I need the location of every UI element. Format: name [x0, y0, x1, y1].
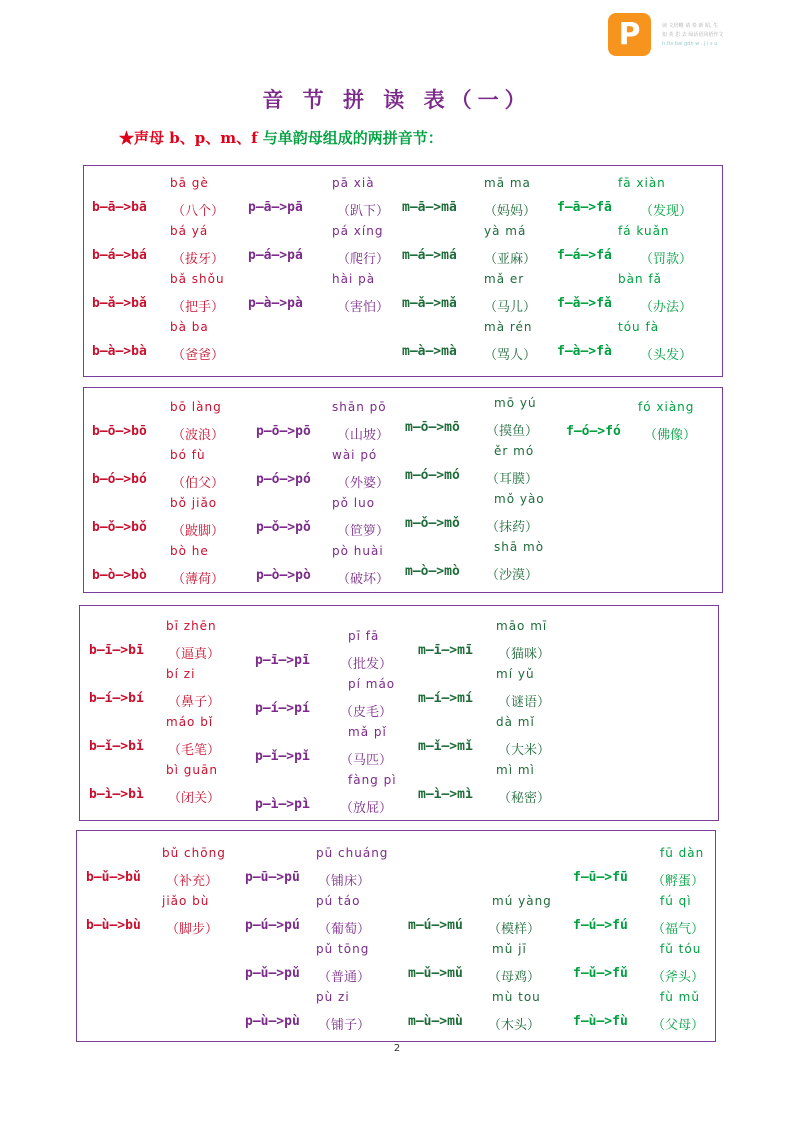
- spelling-formula: b—ò—>bò: [92, 568, 147, 583]
- pinyin-word: bò he: [170, 544, 209, 558]
- spelling-formula: f—ā—>fā: [557, 200, 612, 215]
- spelling-formula: m—ī—>mī: [418, 643, 473, 658]
- spelling-formula: m—ì—>mì: [418, 787, 473, 802]
- pinyin-word: mǎ er: [484, 272, 525, 286]
- chinese-word: （波浪）: [172, 428, 225, 443]
- pinyin-word: mú yàng: [492, 894, 552, 908]
- spelling-formula: b—ō—>bō: [92, 424, 147, 439]
- chinese-word: （逼真）: [168, 647, 221, 662]
- spelling-formula: m—ú—>mú: [408, 918, 463, 933]
- spelling-formula: f—ó—>fó: [566, 424, 621, 439]
- spelling-formula: m—ǔ—>mǔ: [408, 966, 463, 981]
- pinyin-word: pī fā: [348, 629, 380, 643]
- spelling-formula: m—ó—>mó: [405, 468, 460, 483]
- chinese-word: （普通）: [318, 970, 371, 985]
- pinyin-word: mù tou: [492, 990, 541, 1004]
- chinese-word: （八个）: [172, 204, 225, 219]
- chinese-word: （福气）: [652, 922, 705, 937]
- spelling-formula: p—ū—>pū: [245, 870, 300, 885]
- chinese-word: （薄荷）: [172, 572, 225, 587]
- chinese-word: （害怕）: [337, 300, 390, 315]
- app-logo: P: [608, 13, 651, 56]
- pinyin-word: pú táo: [316, 894, 361, 908]
- chinese-word: （破坏）: [337, 572, 390, 587]
- chinese-word: （摸鱼）: [486, 424, 539, 439]
- chinese-word: （补充）: [166, 874, 219, 889]
- spelling-formula: m—ò—>mò: [405, 564, 460, 579]
- chinese-word: （趴下）: [337, 204, 390, 219]
- pinyin-word: bō làng: [170, 400, 222, 414]
- chinese-word: （办法）: [640, 300, 693, 315]
- pinyin-word: hài pà: [332, 272, 376, 286]
- spelling-formula: b—ī—>bī: [89, 643, 144, 658]
- spelling-formula: m—ǒ—>mǒ: [405, 516, 460, 531]
- spelling-formula: m—ǎ—>mǎ: [402, 296, 457, 311]
- logo-caption-line: 知 英 思 去 绿话语同梧作文: [662, 32, 724, 38]
- spelling-formula: f—ù—>fù: [573, 1014, 628, 1029]
- spelling-formula: b—á—>bá: [92, 248, 147, 263]
- chinese-word: （沙漠）: [486, 568, 539, 583]
- pinyin-word: fǔ tóu: [660, 942, 702, 956]
- pinyin-word: pā xià: [332, 176, 375, 190]
- pinyin-word: mǎ pǐ: [348, 725, 387, 739]
- pinyin-word: fàng pì: [348, 773, 397, 787]
- chinese-word: （铺子）: [318, 1018, 371, 1033]
- spelling-formula: p—ù—>pù: [245, 1014, 300, 1029]
- chinese-word: （鼻子）: [168, 695, 221, 710]
- chinese-word: （葡萄）: [318, 922, 371, 937]
- pinyin-word: ěr mó: [494, 444, 535, 458]
- chinese-word: （马儿）: [484, 300, 537, 315]
- chinese-word: （骂人）: [484, 348, 537, 363]
- chinese-word: （毛笔）: [168, 743, 221, 758]
- pinyin-word: jiǎo bù: [162, 894, 210, 908]
- chinese-word: （妈妈）: [484, 204, 537, 219]
- logo-caption: [662, 22, 782, 49]
- spelling-formula: b—ì—>bì: [89, 787, 144, 802]
- chinese-word: （外婆）: [337, 476, 390, 491]
- spelling-formula: m—ā—>mā: [402, 200, 457, 215]
- chinese-word: （放屁）: [340, 801, 393, 816]
- chinese-word: （猫咪）: [498, 647, 551, 662]
- pinyin-word: pù zi: [316, 990, 350, 1004]
- pinyin-word: bī zhēn: [166, 619, 217, 633]
- pinyin-word: mì mì: [496, 763, 535, 777]
- chinese-word: （母鸡）: [488, 970, 541, 985]
- pinyin-word: fá kuǎn: [618, 224, 670, 238]
- spelling-formula: f—à—>fà: [557, 344, 612, 359]
- chinese-word: （笸箩）: [337, 524, 390, 539]
- pinyin-word: pū chuáng: [316, 846, 389, 860]
- chinese-word: （发现）: [640, 204, 693, 219]
- pinyin-word: bǔ chōng: [162, 846, 226, 860]
- logo-caption-line: h tts bai gdn w . j i s u: [662, 41, 718, 47]
- chinese-word: （孵蛋）: [652, 874, 705, 889]
- pinyin-word: fù mǔ: [660, 990, 700, 1004]
- pinyin-word: bá yá: [170, 224, 209, 238]
- chinese-word: （抹药）: [486, 520, 539, 535]
- chinese-word: （把手）: [172, 300, 225, 315]
- pinyin-word: mà rén: [484, 320, 533, 334]
- pinyin-word: fū dàn: [660, 846, 705, 860]
- spelling-formula: m—í—>mí: [418, 691, 473, 706]
- pinyin-word: pǒ luo: [332, 496, 376, 510]
- spelling-formula: m—ǐ—>mǐ: [418, 739, 473, 754]
- spelling-formula: f—á—>fá: [557, 248, 612, 263]
- pinyin-word: dà mǐ: [496, 715, 535, 729]
- pinyin-word: bā gè: [170, 176, 209, 190]
- pinyin-word: bǒ jiǎo: [170, 496, 218, 510]
- spelling-formula: b—í—>bí: [89, 691, 144, 706]
- chinese-word: （谜语）: [498, 695, 551, 710]
- spelling-formula: m—ō—>mō: [405, 420, 460, 435]
- pinyin-word: bà ba: [170, 320, 209, 334]
- chinese-word: （伯父）: [172, 476, 225, 491]
- chinese-word: （头发）: [640, 348, 693, 363]
- chinese-word: （罚款）: [640, 252, 693, 267]
- pinyin-word: bǎ shǒu: [170, 272, 225, 286]
- spelling-formula: f—ǔ—>fǔ: [573, 966, 628, 981]
- spelling-formula: b—à—>bà: [92, 344, 147, 359]
- chinese-word: （跛脚）: [172, 524, 225, 539]
- chinese-word: （马匹）: [340, 753, 393, 768]
- chinese-word: （秘密）: [498, 791, 551, 806]
- spelling-formula: p—ǒ—>pǒ: [256, 520, 311, 535]
- chinese-word: （父母）: [652, 1018, 705, 1033]
- spelling-formula: p—ú—>pú: [245, 918, 300, 933]
- chinese-word: （闭关）: [168, 791, 221, 806]
- pinyin-word: fā xiàn: [618, 176, 666, 190]
- pinyin-word: bì guān: [166, 763, 218, 777]
- pinyin-word: yà má: [484, 224, 527, 238]
- pinyin-word: shā mò: [494, 540, 545, 554]
- spelling-formula: p—ō—>pō: [256, 424, 311, 439]
- chinese-word: （批发）: [340, 657, 393, 672]
- pinyin-word: fú qì: [660, 894, 692, 908]
- spelling-formula: p—á—>pá: [248, 248, 303, 263]
- star-icon: ★: [119, 129, 135, 147]
- spelling-formula: m—á—>má: [402, 248, 457, 263]
- pinyin-word: fó xiàng: [638, 400, 695, 414]
- logo-caption-line: 读 文培略 请 奏 新 昭, 生: [662, 23, 719, 29]
- section-subtitle: [119, 127, 443, 148]
- pinyin-word: mō yú: [494, 396, 537, 410]
- chinese-word: （拔牙）: [172, 252, 225, 267]
- spelling-formula: b—ā—>bā: [92, 200, 147, 215]
- spelling-formula: p—ò—>pò: [256, 568, 311, 583]
- pinyin-word: pò huài: [332, 544, 384, 558]
- chinese-word: （耳膜）: [486, 472, 539, 487]
- pinyin-word: bàn fǎ: [618, 272, 662, 286]
- spelling-formula: p—à—>pà: [248, 296, 303, 311]
- pinyin-word: pǔ tōng: [316, 942, 370, 956]
- page-number: 2: [393, 1043, 401, 1054]
- spelling-formula: f—ū—>fū: [573, 870, 628, 885]
- chinese-word: （斧头）: [652, 970, 705, 985]
- spelling-formula: b—ǐ—>bǐ: [89, 739, 144, 754]
- pinyin-word: wài pó: [332, 448, 378, 462]
- chinese-word: （山坡）: [337, 428, 390, 443]
- spelling-formula: p—ā—>pā: [248, 200, 303, 215]
- pinyin-word: pí máo: [348, 677, 396, 691]
- page-title: 音 节 拼 读 表（一）: [262, 87, 532, 112]
- pinyin-word: mí yǔ: [496, 667, 535, 681]
- spelling-formula: p—ǐ—>pǐ: [255, 749, 310, 764]
- chinese-word: （脚步）: [166, 922, 219, 937]
- spelling-formula: f—ú—>fú: [573, 918, 628, 933]
- chinese-word: （佛像）: [644, 428, 697, 443]
- spelling-formula: m—à—>mà: [402, 344, 457, 359]
- spelling-formula: b—ó—>bó: [92, 472, 147, 487]
- spelling-formula: p—ì—>pì: [255, 797, 310, 812]
- spelling-formula: p—í—>pí: [255, 701, 310, 716]
- spelling-formula: p—ó—>pó: [256, 472, 311, 487]
- subtitle-part-2: 与单韵母组成的两拼音节：: [262, 129, 443, 147]
- spelling-formula: b—ǎ—>bǎ: [92, 296, 147, 311]
- pinyin-word: máo bǐ: [166, 715, 214, 729]
- chinese-word: （木头）: [488, 1018, 541, 1033]
- pinyin-word: bí zi: [166, 667, 196, 681]
- subtitle-part-1: 声母 b、p、m、f: [134, 129, 263, 147]
- chinese-word: （皮毛）: [340, 705, 393, 720]
- spelling-formula: b—ǒ—>bǒ: [92, 520, 147, 535]
- pinyin-word: mā ma: [484, 176, 531, 190]
- chinese-word: （大米）: [498, 743, 551, 758]
- spelling-formula: m—ù—>mù: [408, 1014, 463, 1029]
- pinyin-word: pá xíng: [332, 224, 384, 238]
- pinyin-word: mǔ jī: [492, 942, 527, 956]
- chinese-word: （模样）: [488, 922, 541, 937]
- pinyin-word: bó fù: [170, 448, 206, 462]
- spelling-formula: p—ī—>pī: [255, 653, 310, 668]
- pinyin-word: māo mī: [496, 619, 548, 633]
- chinese-word: （亚麻）: [484, 252, 537, 267]
- spelling-formula: f—ǎ—>fǎ: [557, 296, 612, 311]
- spelling-formula: b—ǔ—>bǔ: [86, 870, 141, 885]
- pinyin-word: tóu fà: [618, 320, 660, 334]
- pinyin-word: shān pō: [332, 400, 387, 414]
- pinyin-word: mǒ yào: [494, 492, 545, 506]
- chinese-word: （铺床）: [318, 874, 371, 889]
- chinese-word: （爸爸）: [172, 348, 225, 363]
- chinese-word: （爬行）: [337, 252, 390, 267]
- spelling-formula: p—ǔ—>pǔ: [245, 966, 300, 981]
- spelling-formula: b—ù—>bù: [86, 918, 141, 933]
